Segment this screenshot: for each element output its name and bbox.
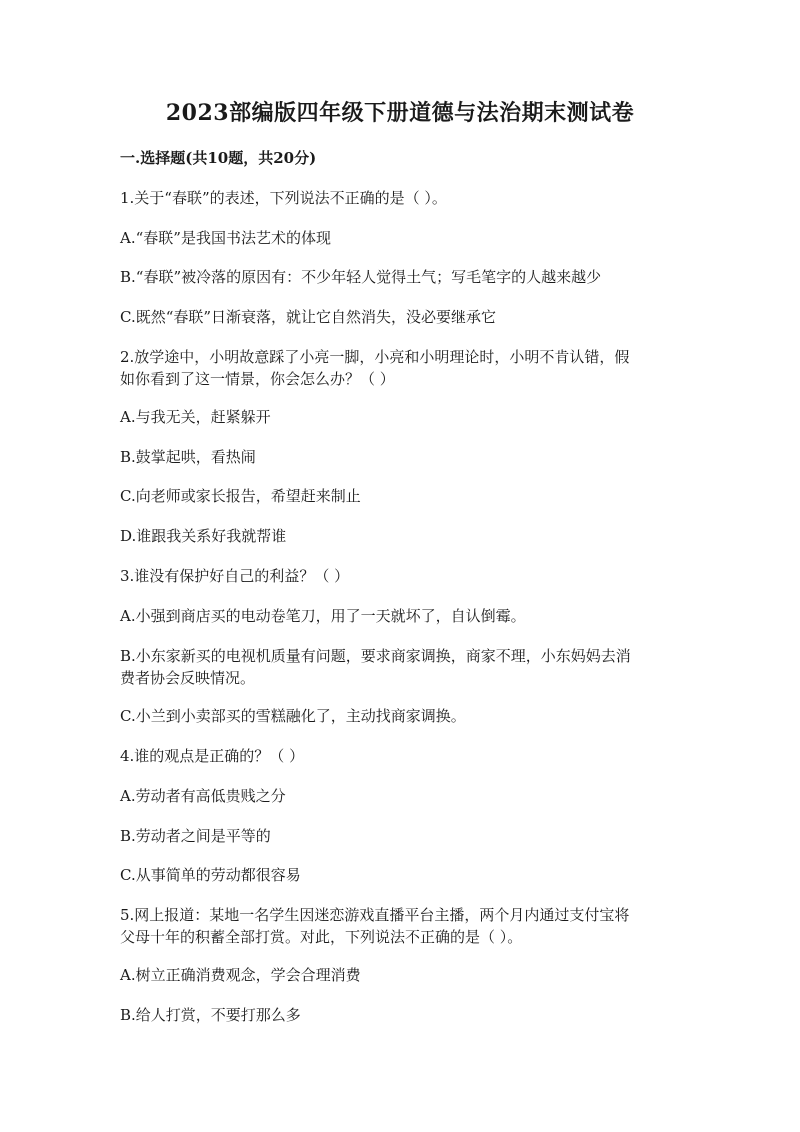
question-1-option-c: C.既然“春联”日渐衰落，就让它自然消失，没必要继承它 [120, 308, 497, 326]
question-3-stem: 3.谁没有保护好自己的利益？（ ） [120, 567, 350, 585]
question-1-option-b: B.“春联”被冷落的原因有：不少年轻人觉得土气；写毛笔字的人越来越少 [120, 268, 602, 286]
question-5-option-b: B.给人打赏，不要打那么多 [120, 1006, 301, 1024]
question-1-option-a: A.“春联”是我国书法艺术的体现 [120, 229, 331, 247]
question-4-option-a: A.劳动者有高低贵贱之分 [120, 787, 286, 805]
question-5-stem-line-2: 父母十年的积蓄全部打赏。对此，下列说法不正确的是（ ）。 [120, 928, 523, 946]
question-4-stem: 4.谁的观点是正确的？（ ） [120, 747, 305, 765]
question-2-stem-line-2: 如你看到了这一情景，你会怎么办？（ ） [120, 370, 395, 388]
section-heading: 一.选择题(共10题，共20分) [120, 149, 317, 167]
question-2-option-d: D.谁跟我关系好我就帮谁 [120, 527, 287, 545]
question-3-option-c: C.小兰到小卖部买的雪糕融化了，主动找商家调换。 [120, 707, 466, 725]
question-3-option-b-line-2: 费者协会反映情况。 [120, 669, 256, 687]
exam-title: 2023部编版四年级下册道德与法治期末测试卷 [165, 100, 635, 126]
question-3-option-b-line-1: B.小东家新买的电视机质量有问题，要求商家调换，商家不理，小东妈妈去消 [120, 647, 631, 665]
question-4-option-c: C.从事简单的劳动都很容易 [120, 866, 301, 884]
question-2-option-a: A.与我无关，赶紧躲开 [120, 408, 271, 426]
question-2-option-b: B.鼓掌起哄，看热闹 [120, 448, 256, 466]
question-5-option-a: A.树立正确消费观念，学会合理消费 [120, 966, 361, 984]
question-2-option-c: C.向老师或家长报告，希望赶来制止 [120, 487, 361, 505]
question-2-stem-line-1: 2.放学途中，小明故意踩了小亮一脚，小亮和小明理论时，小明不肯认错，假 [120, 348, 630, 366]
question-3-option-a: A.小强到商店买的电动卷笔刀，用了一天就坏了，自认倒霉。 [120, 607, 526, 625]
question-4-option-b: B.劳动者之间是平等的 [120, 827, 271, 845]
question-5-stem-line-1: 5.网上报道：某地一名学生因迷恋游戏直播平台主播，两个月内通过支付宝将 [120, 906, 630, 924]
question-1-stem: 1.关于“春联”的表述，下列说法不正确的是（ ）。 [120, 189, 447, 207]
